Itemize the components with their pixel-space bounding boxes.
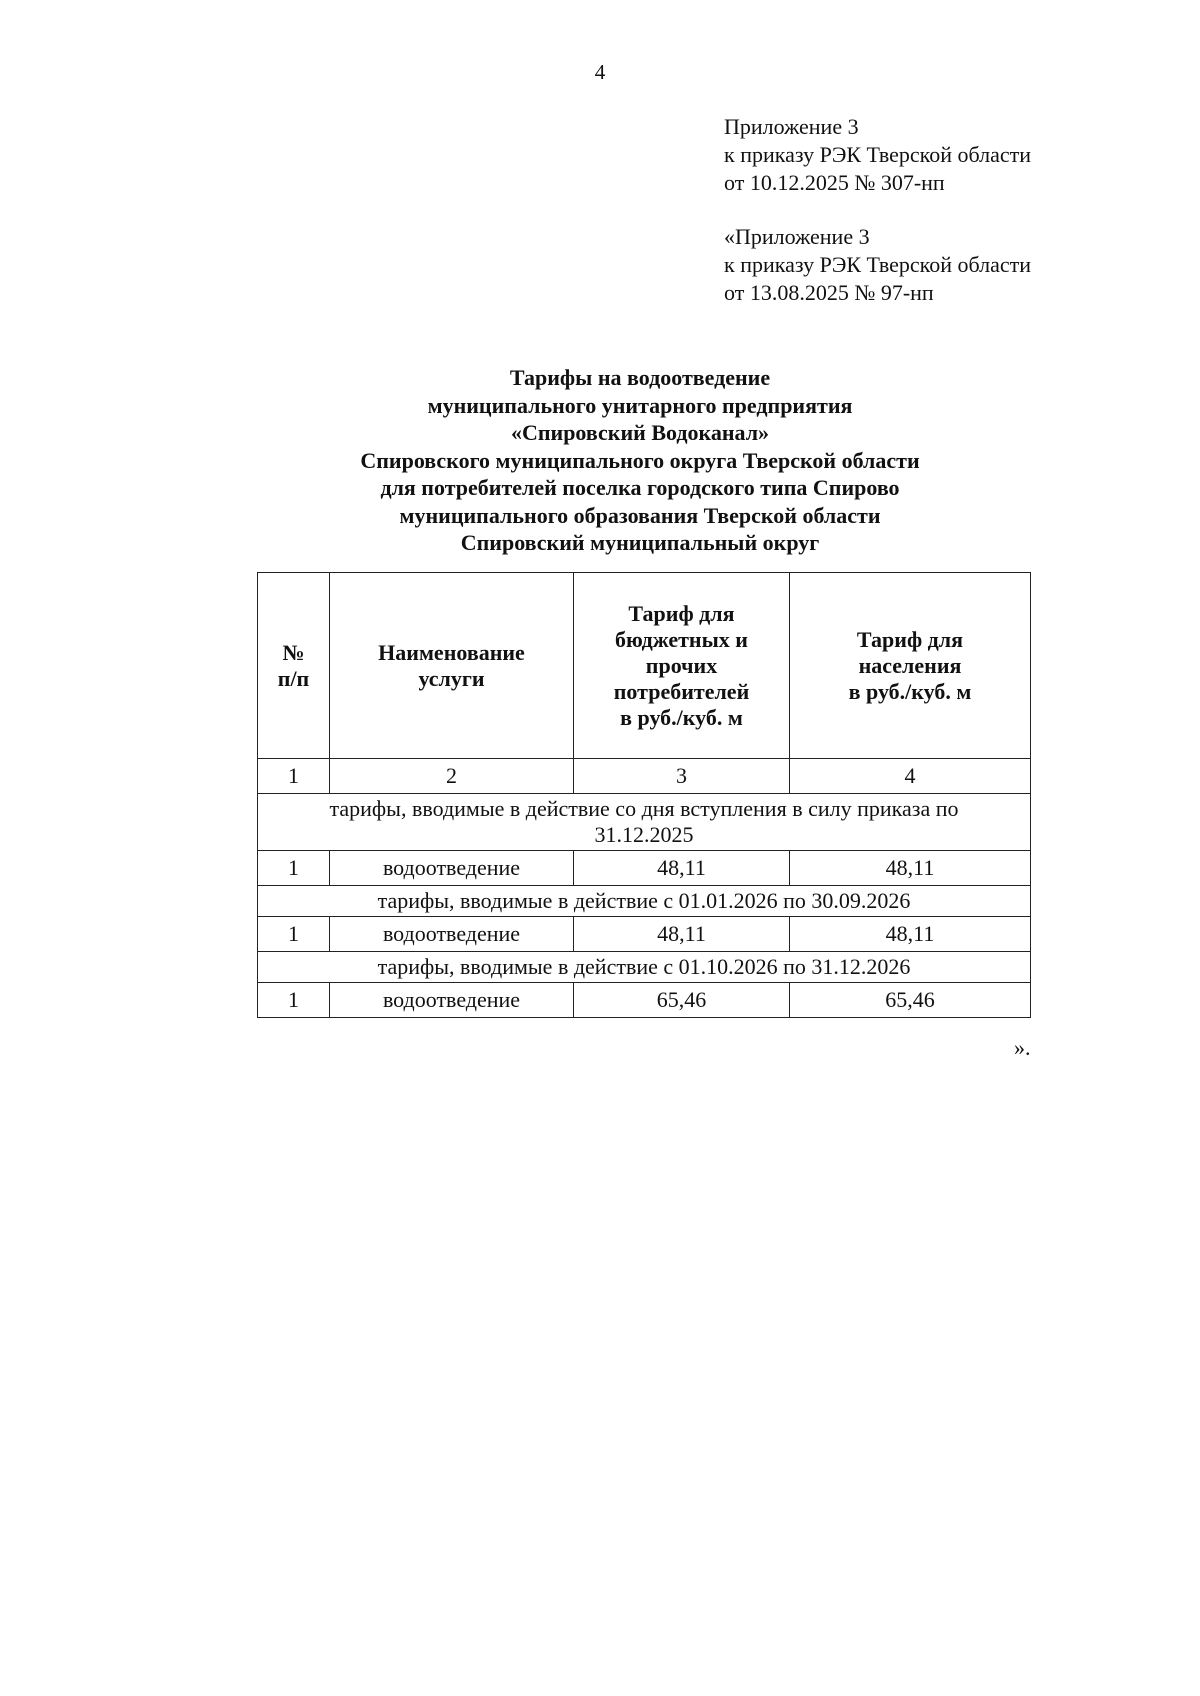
- service-name-cell: водоотведение: [330, 851, 574, 886]
- column-number-cell: 4: [790, 759, 1031, 794]
- header-cell-population-tariff: Тариф для населения в руб./куб. м: [790, 573, 1031, 759]
- table-row: [258, 917, 1031, 952]
- column-number-cell: 3: [574, 759, 790, 794]
- appendix-line: «Приложение 3: [724, 224, 870, 249]
- column-number-cell: 1: [258, 759, 330, 794]
- period-cell: тарифы, вводимые в действие с 01.10.2026 по 31.12.2026: [258, 952, 1031, 983]
- column-number-cell: 2: [330, 759, 574, 794]
- period-row: [258, 952, 1031, 983]
- service-name-cell: водоотведение: [330, 917, 574, 952]
- title-line: «Спировский Водоканал»: [510, 420, 770, 445]
- closing-quote: ».: [1014, 1035, 1031, 1060]
- title-line: Спировского муниципального округа Тверской области: [360, 447, 920, 473]
- title-line: Тарифы на водоотведение: [509, 365, 771, 390]
- title-line: для потребителей поселка городского типа Спирово: [380, 475, 900, 500]
- population-tariff-cell: 65,46: [790, 983, 1031, 1018]
- appendix-line: к приказу РЭК Тверской области: [724, 252, 1032, 277]
- table-header-row: [258, 573, 1031, 759]
- title-line: Спировский муниципальный округ: [460, 530, 820, 555]
- row-number-cell: 1: [258, 983, 330, 1018]
- period-row: [258, 886, 1031, 917]
- period-cell: тарифы, вводимые в действие со дня вступления в силу приказа по 31.12.2025: [258, 794, 1031, 851]
- row-number-cell: 1: [258, 917, 330, 952]
- page-number: 4: [594, 60, 606, 84]
- budget-tariff-cell: 48,11: [574, 917, 790, 952]
- population-tariff-cell: 48,11: [790, 851, 1031, 886]
- budget-tariff-cell: 48,11: [574, 851, 790, 886]
- appendix-reference-previous: [724, 223, 1031, 307]
- header-cell-service: Наименование услуги: [330, 573, 574, 759]
- appendix-line: к приказу РЭК Тверской области: [724, 142, 1032, 167]
- period-cell: тарифы, вводимые в действие с 01.01.2026 по 30.09.2026: [258, 886, 1031, 917]
- budget-tariff-cell: 65,46: [574, 983, 790, 1018]
- tariffs-table: [257, 572, 1031, 1018]
- population-tariff-cell: 48,11: [790, 917, 1031, 952]
- period-row: [258, 794, 1031, 851]
- appendix-line: от 13.08.2025 № 97-нп: [724, 280, 934, 305]
- row-number-cell: 1: [258, 851, 330, 886]
- header-cell-budget-tariff: Тариф для бюджетных и прочих потребителей в руб./куб. м: [574, 573, 790, 759]
- document-title: [240, 364, 1040, 557]
- column-number-row: [258, 759, 1031, 794]
- appendix-line: Приложение 3: [724, 114, 859, 139]
- appendix-line: от 10.12.2025 № 307-нп: [724, 170, 945, 195]
- table-row: [258, 983, 1031, 1018]
- title-line: муниципального образования Тверской области: [399, 502, 881, 528]
- header-cell-number: № п/п: [258, 573, 330, 759]
- service-name-cell: водоотведение: [330, 983, 574, 1018]
- appendix-reference-current: [724, 113, 1031, 197]
- title-line: муниципального унитарного предприятия: [427, 392, 853, 418]
- table-row: [258, 851, 1031, 886]
